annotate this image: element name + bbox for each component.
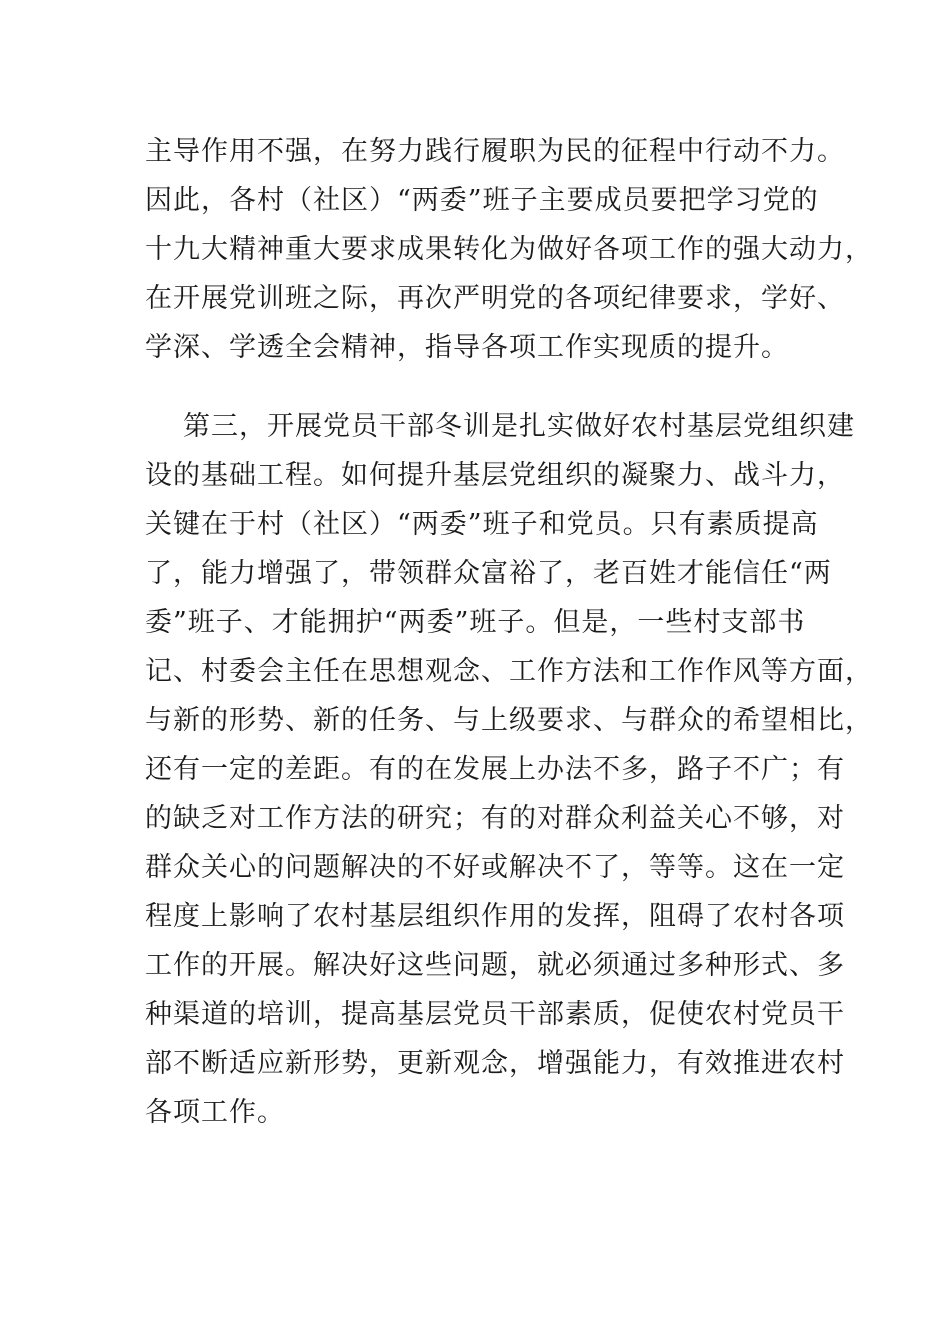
text-line: 的缺乏对工作方法的研究；有的对群众利益关心不够，对 — [145, 803, 845, 834]
text-line: 在开展党训班之际，再次严明党的各项纪律要求，学好、 — [145, 283, 845, 314]
paragraph-continuation — [145, 127, 873, 372]
paragraph-third-point — [145, 402, 873, 1137]
text-line: 学深、学透全会精神，指导各项工作实现质的提升。 — [145, 332, 789, 363]
text-line: 还有一定的差距。有的在发展上办法不多，路子不广；有 — [145, 754, 845, 785]
text-line: 十九大精神重大要求成果转化为做好各项工作的强大动力， — [145, 234, 873, 265]
text-line: 群众关心的问题解决的不好或解决不了，等等。这在一定 — [145, 852, 845, 883]
text-line: 工作的开展。解决好这些问题，就必须通过多种形式、多 — [145, 950, 845, 981]
text-line: 主导作用不强，在努力践行履职为民的征程中行动不力。 — [145, 136, 845, 167]
text-line: 程度上影响了农村基层组织作用的发挥，阻碍了农村各项 — [145, 901, 845, 932]
text-line: 委”班子、才能拥护“两委”班子。但是，一些村支部书 — [145, 607, 806, 638]
text-line: 种渠道的培训，提高基层党员干部素质，促使农村党员干 — [145, 999, 845, 1030]
text-line: 了，能力增强了，带领群众富裕了，老百姓才能信任“两 — [145, 558, 832, 589]
text-line: 记、村委会主任在思想观念、工作方法和工作作风等方面， — [145, 656, 873, 687]
text-line-first: 第三，开展党员干部冬训是扎实做好农村基层党组织建 — [183, 411, 855, 442]
text-line: 因此，各村（社区）“两委”班子主要成员要把学习党的 — [145, 185, 819, 216]
text-line: 各项工作。 — [145, 1097, 285, 1128]
text-line: 设的基础工程。如何提升基层党组织的凝聚力、战斗力， — [145, 460, 845, 491]
text-line: 关键在于村（社区）“两委”班子和党员。只有素质提高 — [145, 509, 819, 540]
text-line: 与新的形势、新的任务、与上级要求、与群众的希望相比， — [145, 705, 873, 736]
text-line: 部不断适应新形势，更新观念，增强能力，有效推进农村 — [145, 1048, 845, 1079]
